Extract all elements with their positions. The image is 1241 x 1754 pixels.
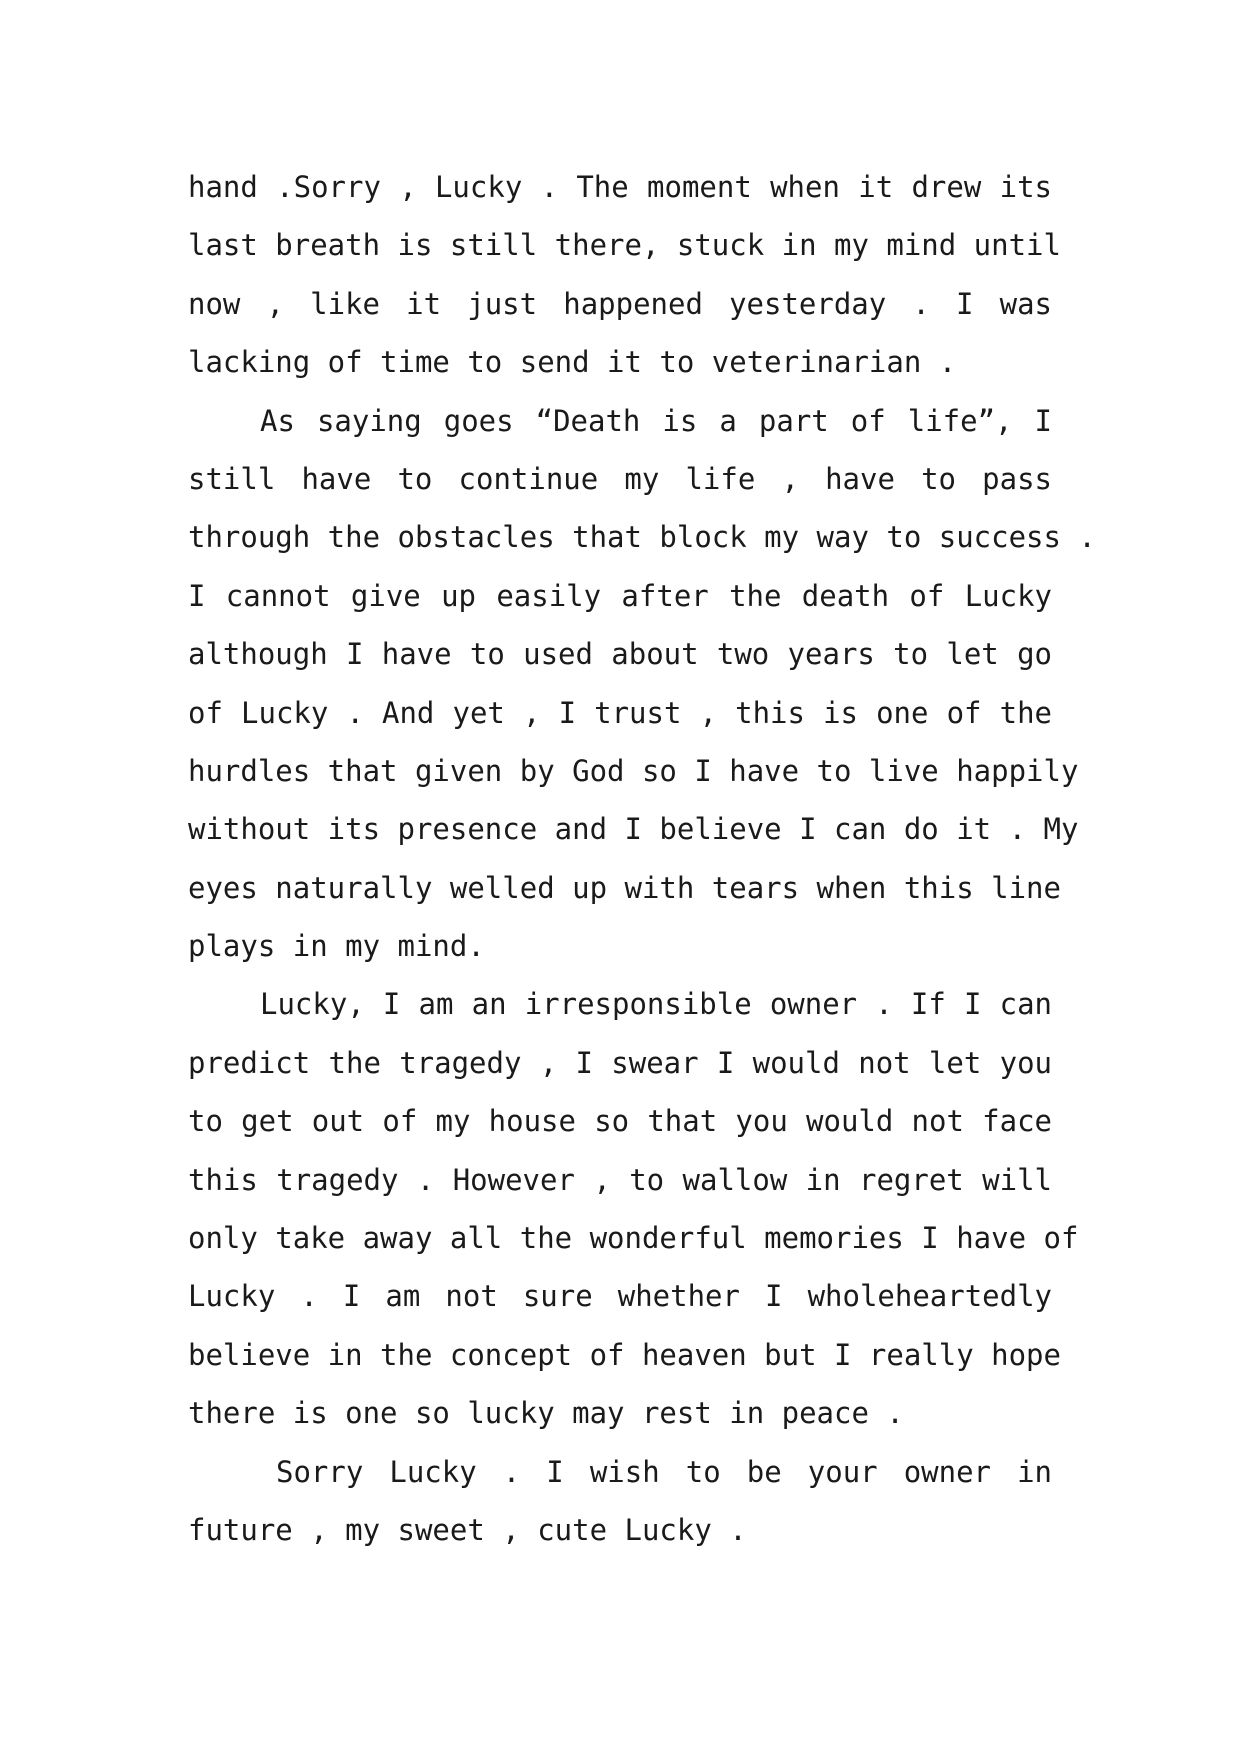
text-line: through the obstacles that block my way to success . bbox=[188, 520, 1096, 555]
text-line: Lucky, I am an irresponsible owner . If I can bbox=[260, 987, 1052, 1022]
text-line: hand .Sorry , Lucky . The moment when it drew its bbox=[188, 170, 1052, 204]
text-line: this tragedy . However , to wallow in regret will bbox=[188, 1162, 1052, 1197]
text-line: hurdles that given by God so I have to live happily bbox=[188, 753, 1079, 788]
text-line: only take away all the wonderful memories I have of bbox=[188, 1221, 1079, 1256]
text-line: plays in my mind. bbox=[188, 929, 485, 964]
text-line: Sorry Lucky . I wish to be your owner in bbox=[276, 1454, 1052, 1489]
text-line: believe in the concept of heaven but I really hope bbox=[188, 1337, 1061, 1372]
text-line: without its presence and I believe I can do it . My bbox=[188, 812, 1079, 847]
text-line: As saying goes “Death is a part of life”, I bbox=[260, 403, 1052, 438]
text-line: eyes naturally welled up with tears when this line bbox=[188, 870, 1061, 905]
text-line: of Lucky . And yet , I trust , this is one of the bbox=[188, 695, 1052, 730]
text-line: future , my sweet , cute Lucky . bbox=[188, 1512, 747, 1547]
text-line: Lucky . I am not sure whether I wholeheartedly bbox=[188, 1279, 1052, 1314]
document-body bbox=[188, 158, 1096, 1559]
text-line: lacking of time to send it to veterinarian . bbox=[188, 345, 957, 380]
text-line: I cannot give up easily after the death of Lucky bbox=[188, 578, 1052, 613]
text-line: still have to continue my life , have to pass bbox=[188, 461, 1052, 496]
text-line: now , like it just happened yesterday . I was bbox=[188, 286, 1052, 321]
text-line: last breath is still there, stuck in my mind until bbox=[188, 228, 1061, 263]
text-line: predict the tragedy , I swear I would not let you bbox=[188, 1045, 1052, 1080]
text-line: although I have to used about two years to let go bbox=[188, 637, 1052, 672]
text-line: to get out of my house so that you would not face bbox=[188, 1104, 1052, 1139]
text-line: there is one so lucky may rest in peace . bbox=[188, 1396, 904, 1431]
